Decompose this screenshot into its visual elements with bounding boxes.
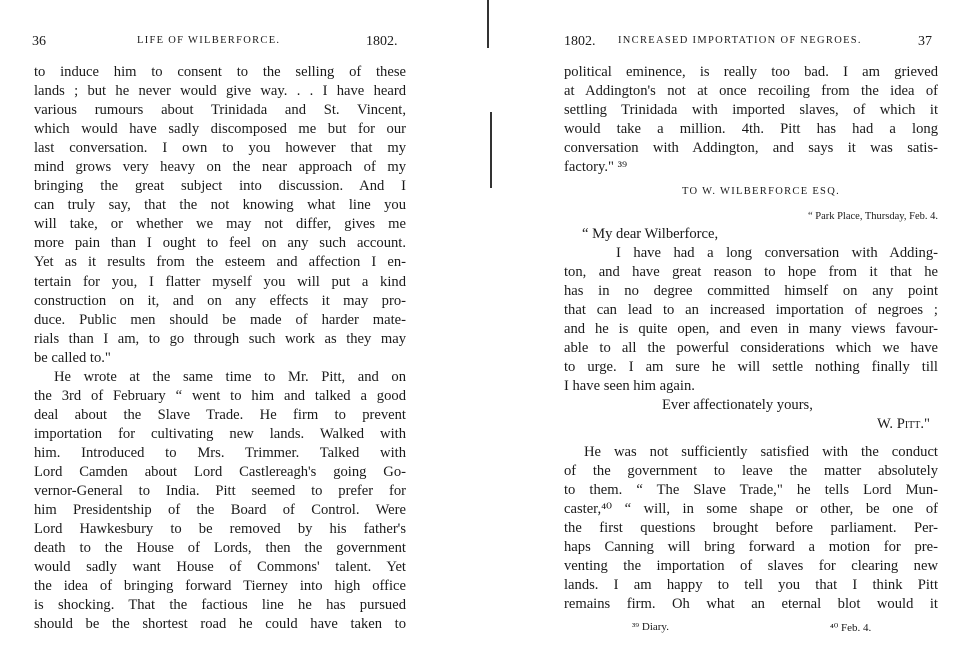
text-line: to urge. I am sure he will settle nothing finally till <box>564 359 938 376</box>
text-line: He was not sufficiently satisfied with the conduct <box>584 444 938 460</box>
text-line: mind grows very heavy on the near approach of my <box>34 159 406 176</box>
right-running-title: INCREASED IMPORTATION OF NEGROES. <box>618 35 862 46</box>
text-line: settling Trinidada with imported slaves, of which it <box>564 102 938 119</box>
text-line: Lord Hawkesbury to be removed by his father's <box>34 521 406 538</box>
text-line: and he is quite open, and even in many views favour- <box>564 321 938 338</box>
text-line: factory." ³⁹ <box>564 159 628 176</box>
text-line: of the government to leave the matter absolutely <box>564 463 938 480</box>
right-page <box>490 0 980 669</box>
text-line: to induce him to consent to the selling of these <box>34 64 406 80</box>
text-line: can truly say, that the not knowing what line you <box>34 197 406 214</box>
right-body-text-bottom <box>564 443 938 614</box>
left-page <box>0 0 488 669</box>
text-line: remains firm. Oh what an eternal blot would it <box>564 596 938 613</box>
text-line: vernor-General to India. Pitt seemed to prefer for <box>34 483 406 500</box>
text-line: has in no degree committed himself on any point <box>564 283 938 300</box>
text-line: Yet as it results from the esteem and affection I en- <box>34 254 406 271</box>
salutation-text: “ My dear Wilberforce, <box>582 226 719 242</box>
text-line: various rumours about Trinidada and St. Vincent, <box>34 102 406 119</box>
text-line: able to all the powerful considerations which we have <box>564 340 938 357</box>
text-line: be called to." <box>34 349 111 366</box>
text-line: would sadly want House of Commons' talent. Yet <box>34 559 406 576</box>
signature-text: W. Pitt." <box>877 416 930 432</box>
footnote-40: ⁴⁰ Feb. 4. <box>830 622 872 634</box>
letter-salutation <box>582 225 882 244</box>
text-line: lands ; but he never would give way. . . I have heard <box>34 83 406 100</box>
text-line: bringing the great subject into discussion. And I <box>34 178 406 195</box>
letter-heading <box>564 182 938 200</box>
text-line: conversation with Addington, and says it was satis- <box>564 140 938 157</box>
text-line: haps Canning will bring forward a motion for pre- <box>564 539 938 556</box>
text-line: him. Introduced to Mrs. Trimmer. Talked with <box>34 444 406 461</box>
left-page-number: 36 <box>32 34 46 49</box>
right-page-number: 37 <box>918 34 932 49</box>
text-line: will take, or whether we may not differ, gives me <box>34 216 406 233</box>
text-line: caster,⁴⁰ “ will, in some shape or other, be one of <box>564 501 938 518</box>
text-line: political eminence, is really too bad. I am grieved <box>564 64 938 80</box>
text-line: duce. Public men should be made of harder mate- <box>34 311 406 328</box>
text-line: the first questions brought before parliament. Per- <box>564 520 938 537</box>
text-line: deal about the Slave Trade. He firm to prevent <box>34 406 406 423</box>
text-line: would take a million. 4th. Pitt has had a long <box>564 121 938 138</box>
letter-dateline <box>564 207 938 223</box>
left-running-header <box>0 34 488 52</box>
text-line: at Addington's not at once recoiling from the idea of <box>564 83 938 100</box>
text-line: which would have sadly discomposed me but for our <box>34 121 406 138</box>
text-line: to them. “ The Slave Trade," he tells Lord Mun- <box>564 482 938 499</box>
right-year: 1802. <box>564 34 596 49</box>
text-line: importation for cultivating new lands. Walked with <box>34 425 406 442</box>
letter-body <box>564 244 938 396</box>
text-line: ton, and have great reason to hope from it that he <box>564 264 938 281</box>
text-line: death to the House of Lords, then the government <box>34 540 406 557</box>
text-line: tertain for you, I flatter myself you will put a kind <box>34 273 406 290</box>
text-line: is shocking. That the factious line he has pursued <box>34 597 406 614</box>
left-body-text <box>34 63 406 634</box>
left-running-title: LIFE OF WILBERFORCE. <box>137 35 281 46</box>
letter-signature <box>820 415 930 434</box>
text-line: lands. I am happy to tell you that I think Pitt <box>564 577 938 594</box>
text-line: construction on it, and on any effects it may pro- <box>34 292 406 309</box>
text-line: the 3rd of February “ went to him and talked a good <box>34 387 406 404</box>
letter-dateline-text: “ Park Place, Thursday, Feb. 4. <box>807 211 938 222</box>
closing-text: Ever affectionately yours, <box>662 397 813 413</box>
footnote-39: ³⁹ Diary. <box>632 621 669 633</box>
right-running-header <box>490 34 980 52</box>
text-line: He wrote at the same time to Mr. Pitt, and on <box>54 368 406 385</box>
text-line: should be the shortest road he could have taken to <box>34 616 406 633</box>
text-line: I have had a long conversation with Adding- <box>616 245 938 261</box>
text-line: rials than I am, to go through such work as they may <box>34 330 406 347</box>
text-line: last conversation. I own to you however that my <box>34 140 406 157</box>
text-line: the idea of bringing forward Tierney into high office <box>34 578 406 595</box>
letter-closing <box>662 396 922 415</box>
right-body-text-top <box>564 63 938 177</box>
text-line: I have seen him again. <box>564 378 695 395</box>
text-line: more pain than I ought to feel on any such account. <box>34 235 406 252</box>
left-year: 1802. <box>366 34 398 49</box>
text-line: that can lead to an increased importation of negroes ; <box>564 302 938 319</box>
text-line: venting the importation of slaves for clearing new <box>564 558 938 575</box>
letter-heading-text: TO W. WILBERFORCE ESQ. <box>681 186 841 197</box>
text-line: him Presidentship of the Board of Control. Were <box>34 502 406 519</box>
text-line: Lord Camden about Lord Castlereagh's going Go- <box>34 463 406 480</box>
